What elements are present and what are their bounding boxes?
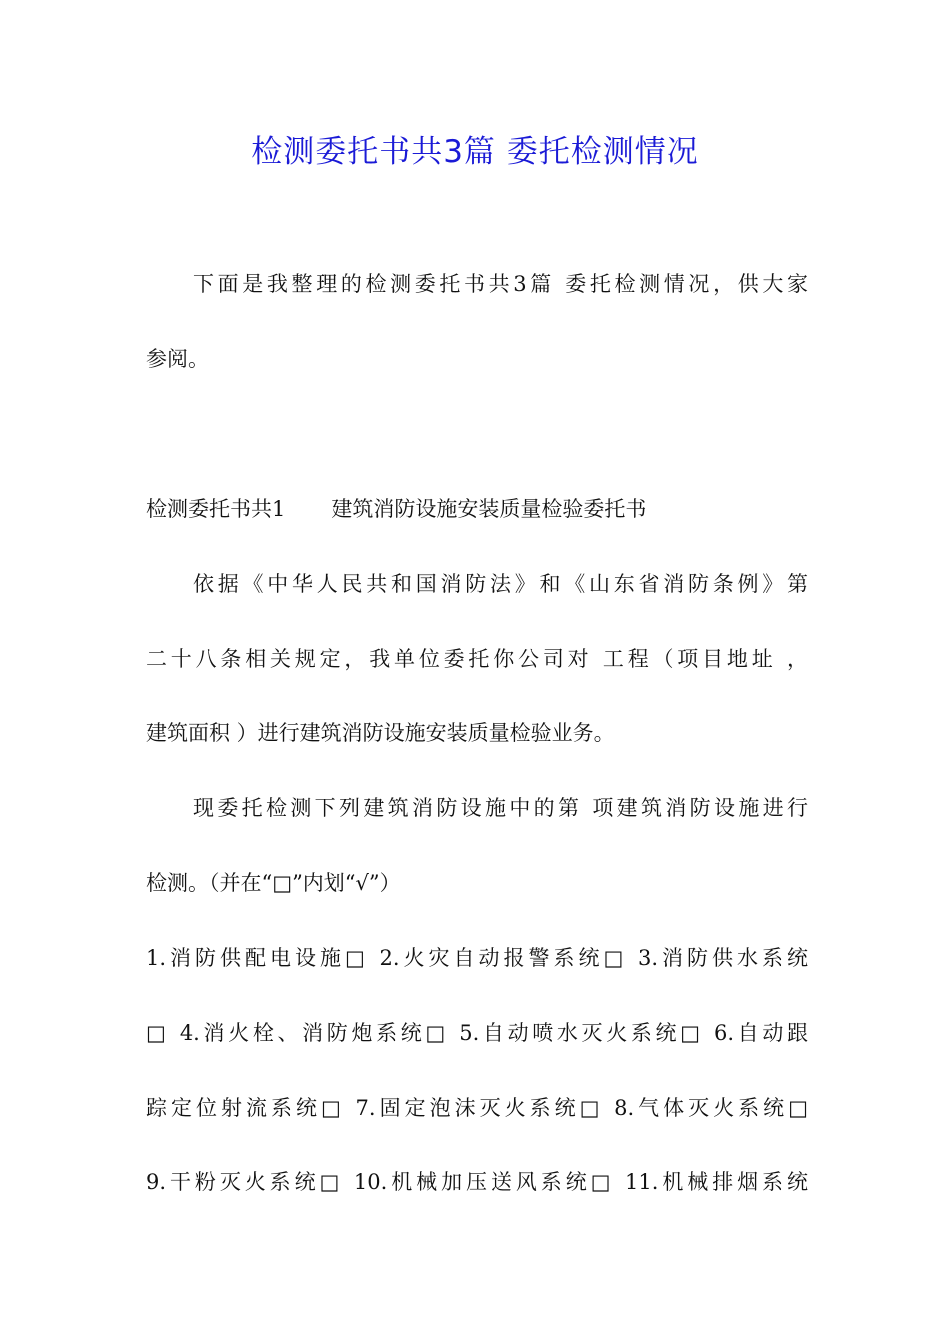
- intro-line-2: 参阅。: [146, 347, 209, 371]
- paragraph-1-line-1: 依据《中华人民共和国消防法》和《山东省消防条例》第: [193, 572, 808, 596]
- section-heading-text: 建筑消防设施安装质量检验委托书: [331, 497, 647, 521]
- paragraph-1-line-2: 二十八条相关规定，我单位委托你公司对 工程（项目地址 ，: [146, 647, 808, 671]
- items-line-1: 1.消防供配电设施□ 2.火灾自动报警系统□ 3.消防供水系统: [146, 946, 808, 970]
- paragraph-2-line-2: 检测。（并在“□”内划“√”）: [146, 871, 401, 895]
- items-line-4: 9.干粉灭火系统□ 10.机械加压送风系统□ 11.机械排烟系统: [146, 1170, 808, 1194]
- document-title: 检测委托书共3篇 委托检测情况: [251, 134, 699, 170]
- items-line-2: □ 4.消火栓、消防炮系统□ 5.自动喷水灭火系统□ 6.自动跟: [146, 1021, 808, 1045]
- section-heading-label: 检测委托书共1: [146, 497, 286, 521]
- paragraph-1-line-3: 建筑面积 ）进行建筑消防设施安装质量检验业务。: [146, 721, 615, 745]
- intro-line-1: 下面是我整理的检测委托书共3篇 委托检测情况，供大家: [193, 272, 808, 296]
- items-line-3: 踪定位射流系统□ 7.固定泡沫灭火系统□ 8.气体灭火系统□: [146, 1096, 808, 1120]
- section-heading: [146, 494, 808, 524]
- paragraph-2-line-1: 现委托检测下列建筑消防设施中的第 项建筑消防设施进行: [193, 796, 808, 820]
